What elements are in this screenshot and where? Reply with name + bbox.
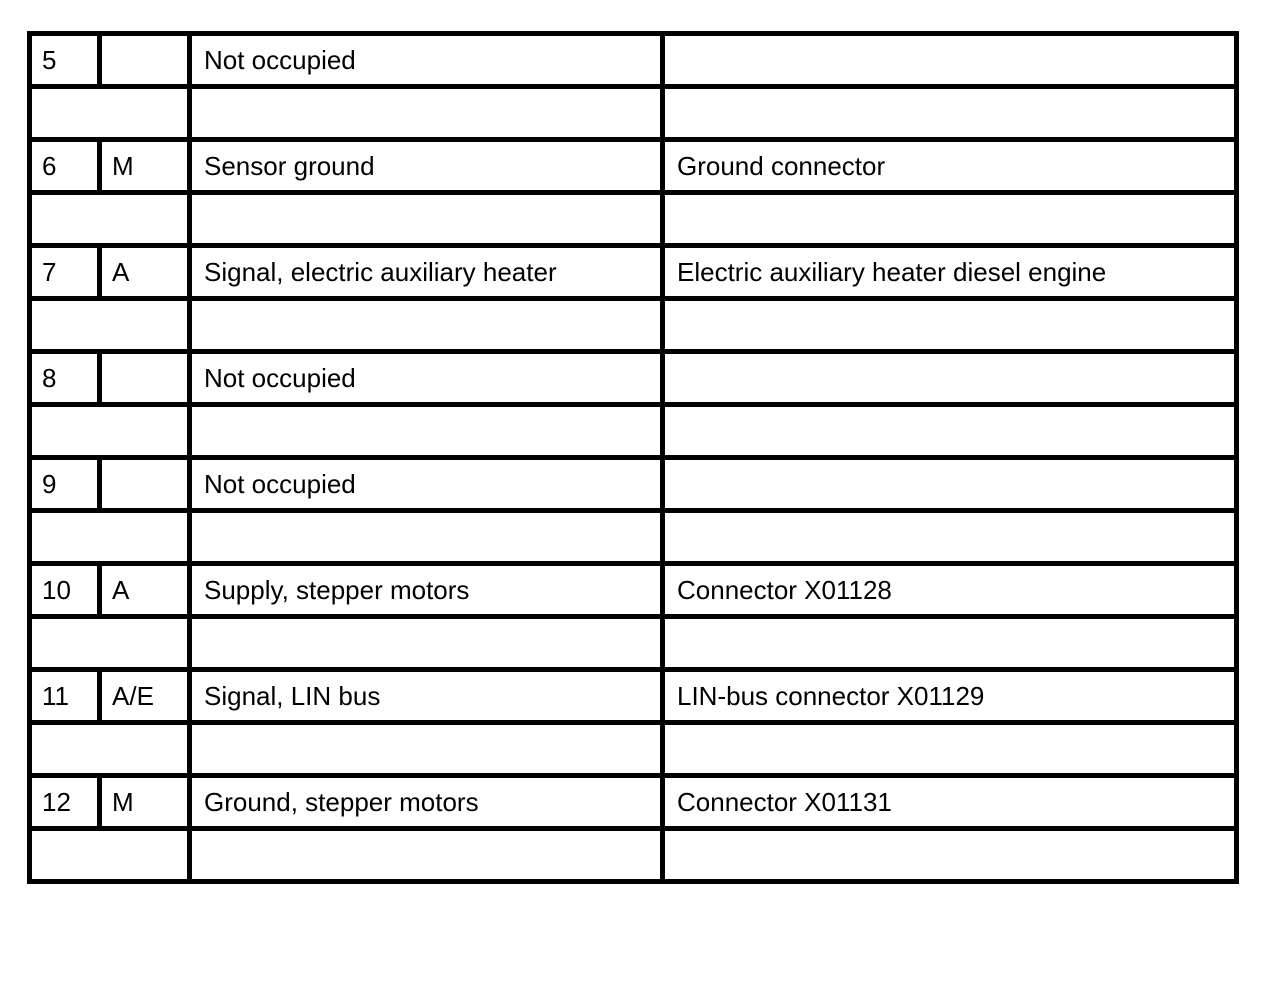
table-row	[30, 564, 1237, 617]
spacer-cell	[190, 87, 663, 140]
signal-type-cell: M	[100, 776, 190, 829]
table-row	[30, 246, 1237, 299]
spacer-cell	[190, 723, 663, 776]
signal-type-cell: A	[100, 246, 190, 299]
spacer-cell	[30, 617, 190, 670]
description-cell: Not occupied	[190, 458, 663, 511]
spacer-cell	[30, 723, 190, 776]
connection-cell	[663, 34, 1237, 87]
spacer-cell	[663, 87, 1237, 140]
pin-number-cell: 8	[30, 352, 100, 405]
connection-cell	[663, 458, 1237, 511]
table-spacer-row	[30, 617, 1237, 670]
connection-cell: LIN-bus connector X01129	[663, 670, 1237, 723]
table-spacer-row	[30, 829, 1237, 882]
spacer-cell	[30, 511, 190, 564]
table-spacer-row	[30, 723, 1237, 776]
table-row	[30, 776, 1237, 829]
table-spacer-row	[30, 511, 1237, 564]
spacer-cell	[663, 617, 1237, 670]
connection-cell: Electric auxiliary heater diesel engine	[663, 246, 1237, 299]
pin-number-cell: 6	[30, 140, 100, 193]
description-cell: Ground, stepper motors	[190, 776, 663, 829]
spacer-cell	[663, 193, 1237, 246]
table-row	[30, 34, 1237, 87]
table-spacer-row	[30, 299, 1237, 352]
spacer-cell	[190, 299, 663, 352]
spacer-cell	[190, 193, 663, 246]
spacer-cell	[30, 829, 190, 882]
description-cell: Signal, LIN bus	[190, 670, 663, 723]
description-cell: Sensor ground	[190, 140, 663, 193]
connection-cell	[663, 352, 1237, 405]
spacer-cell	[190, 617, 663, 670]
pin-number-cell: 5	[30, 34, 100, 87]
description-cell: Not occupied	[190, 352, 663, 405]
spacer-cell	[190, 511, 663, 564]
spacer-cell	[190, 405, 663, 458]
connection-cell: Connector X01131	[663, 776, 1237, 829]
spacer-cell	[663, 405, 1237, 458]
pin-assignment-table	[27, 31, 1239, 884]
table-row	[30, 140, 1237, 193]
pin-number-cell: 10	[30, 564, 100, 617]
pin-number-cell: 12	[30, 776, 100, 829]
description-cell: Not occupied	[190, 34, 663, 87]
table-spacer-row	[30, 193, 1237, 246]
pin-table-body	[30, 34, 1237, 882]
signal-type-cell: A	[100, 564, 190, 617]
table-row	[30, 670, 1237, 723]
spacer-cell	[30, 193, 190, 246]
spacer-cell	[663, 723, 1237, 776]
spacer-cell	[190, 829, 663, 882]
table-row	[30, 352, 1237, 405]
pin-number-cell: 9	[30, 458, 100, 511]
signal-type-cell	[100, 458, 190, 511]
table-row	[30, 458, 1237, 511]
spacer-cell	[30, 405, 190, 458]
signal-type-cell	[100, 34, 190, 87]
description-cell: Signal, electric auxiliary heater	[190, 246, 663, 299]
spacer-cell	[30, 299, 190, 352]
signal-type-cell: M	[100, 140, 190, 193]
signal-type-cell: A/E	[100, 670, 190, 723]
table-spacer-row	[30, 87, 1237, 140]
table-spacer-row	[30, 405, 1237, 458]
connection-cell: Connector X01128	[663, 564, 1237, 617]
spacer-cell	[30, 87, 190, 140]
spacer-cell	[663, 829, 1237, 882]
pin-number-cell: 11	[30, 670, 100, 723]
connection-cell: Ground connector	[663, 140, 1237, 193]
spacer-cell	[663, 299, 1237, 352]
pin-number-cell: 7	[30, 246, 100, 299]
signal-type-cell	[100, 352, 190, 405]
spacer-cell	[663, 511, 1237, 564]
description-cell: Supply, stepper motors	[190, 564, 663, 617]
